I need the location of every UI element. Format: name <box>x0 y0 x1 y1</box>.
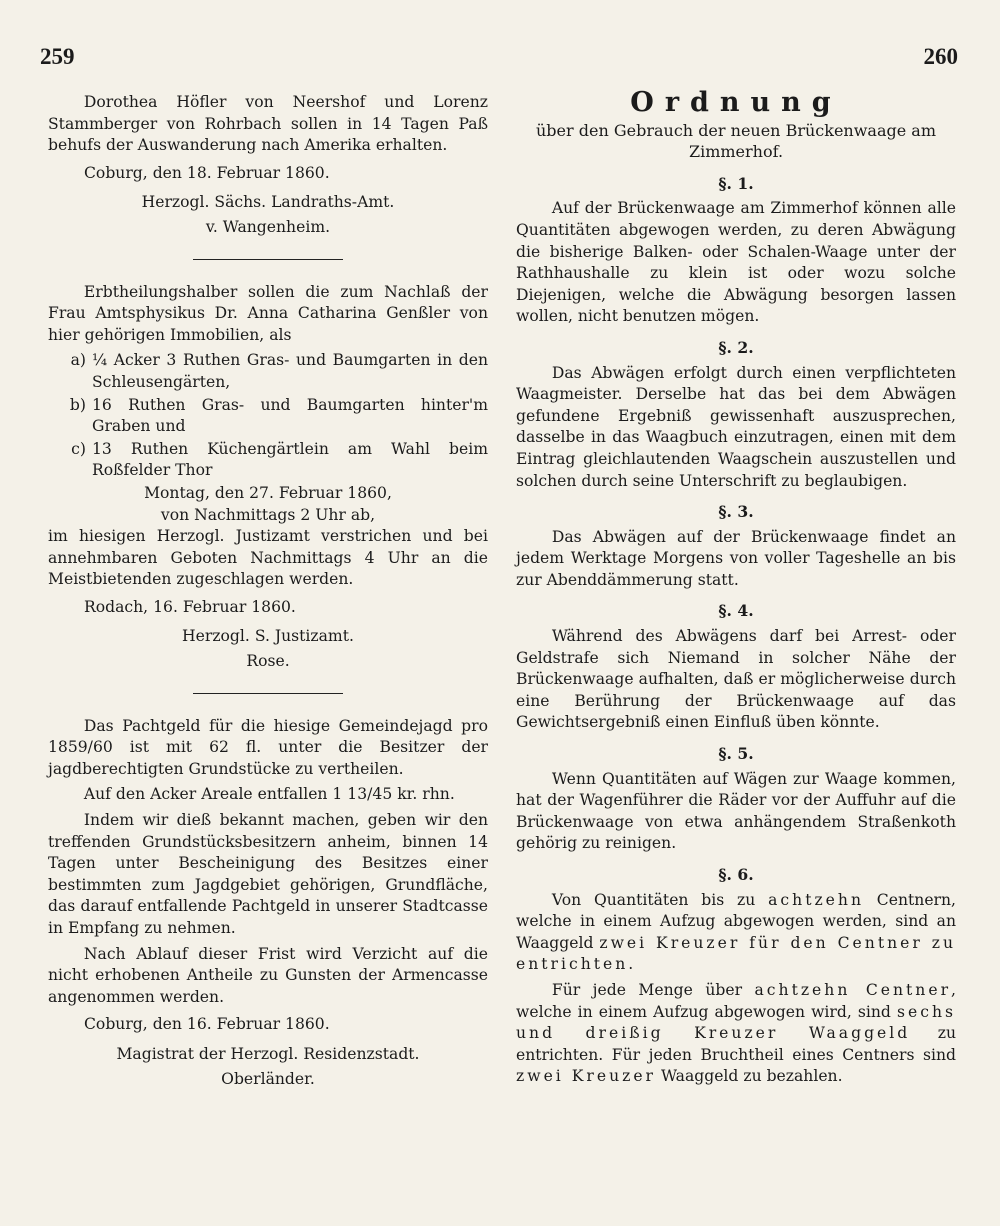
emigration-notice-signer: v. Wangenheim. <box>205 217 331 236</box>
section-heading: §. 4. <box>718 601 754 621</box>
hunting-rent-date: Coburg, den 16. Februar 1860. <box>84 1015 330 1034</box>
page-number-right: 260 <box>923 44 958 69</box>
section-text: Während des Abwägens darf bei Arrest- oder Geldstrafe sich Niemand in solcher Nähe der Brückenwaage aufhalten, daß er möglicherweise durch eine Berührung der Brückenwaage auf das Gewichtsergebniß einen Einfluß üben könnte. <box>516 627 956 732</box>
hunting-rent-signer: Oberländer. <box>221 1069 315 1088</box>
section-heading: §. 3. <box>718 502 754 522</box>
auction-notice-authority: Herzogl. S. Justizamt. <box>182 627 354 646</box>
section-text: Auf der Brückenwaage am Zimmerhof können alle Quantitäten abgewogen werden, zu deren Abwägung die bisherige Balken- oder Schalen-Waage unter der Rathhaushalle zu klein ist oder wozu solche Diejenigen, welche die Abwägung besorgen lassen wollen, nicht benutzen mögen. <box>516 199 956 326</box>
text-run: Waaggeld zu bezahlen. <box>656 1067 843 1086</box>
emphasis-run: sechs und dreißig Kreuzer Waaggeld <box>516 1002 956 1043</box>
emphasis-run: zwei Kreuzer für den Centner zu entrichten. <box>516 933 957 974</box>
left-column <box>48 92 488 1096</box>
list-text: 13 Ruthen Küchengärtlein am Wahl beim Roßfelder Thor <box>92 439 488 480</box>
section-heading: §. 2. <box>718 337 754 357</box>
section-6-paragraph-2 <box>516 980 956 1088</box>
auction-time-line: von Nachmittags 2 Uhr ab, <box>160 505 376 524</box>
section-text: Wenn Quantitäten auf Wägen zur Waage kommen, hat der Wagenführer die Räder vor der Auffuhr auf die Brückenwaage von etwa anhängendem Straßenkoth gehörig zu reinigen. <box>516 769 956 853</box>
emphasis-run: zwei Kreuzer <box>516 1067 657 1086</box>
auction-date-line: Montag, den 27. Februar 1860, <box>144 483 392 502</box>
hunting-rent-authority: Magistrat der Herzogl. Residenzstadt. <box>116 1044 420 1063</box>
auction-notice-intro: Erbtheilungshalber sollen die zum Nachlaß der Frau Amtsphysikus Dr. Anna Catharina Genßler von hier gehörigen Immobilien, als <box>48 282 488 344</box>
emigration-notice-date: Coburg, den 18. Februar 1860. <box>84 163 330 182</box>
section-heading: §. 1. <box>718 173 754 193</box>
section-heading: §. 6. <box>718 865 754 884</box>
list-text: 16 Ruthen Gras- und Baumgarten hinter'm Graben und <box>92 395 488 436</box>
emigration-notice-authority: Herzogl. Sächs. Landraths-Amt. <box>141 193 395 212</box>
auction-item-a <box>48 350 488 393</box>
text-run: Centnern, welche in einem Aufzug abgewogen werden, sind an Waaggeld <box>516 890 957 952</box>
text-run: , welche in einem Aufzug abgewogen wird, sind <box>516 980 956 1021</box>
auction-item-b <box>48 395 488 438</box>
section-text: Das Abwägen auf der Brückenwaage findet an jedem Werktage Morgens von voller Tageshelle an bis zur Abenddämmerung statt. <box>516 527 956 589</box>
auction-item-c <box>48 439 488 482</box>
auction-notice-body: im hiesigen Herzogl. Justizamt verstrichen und bei annehmbaren Geboten Nachmittags 4 Uhr an die Meistbietenden zugeschlagen werden. <box>48 527 488 589</box>
auction-notice-date: Rodach, 16. Februar 1860. <box>84 597 296 616</box>
hunting-rent-p3: Indem wir dieß bekannt machen, geben wir den treffenden Grundstücksbesitzern anheim, binnen 14 Tagen unter Bescheinigung des Besitzes einer bestimmten zum Jagdgebiet gehörigen, Grundfläche, das darauf entfallende Pachtgeld in unserer Stadtcasse in Empfang zu nehmen. <box>48 811 488 937</box>
emphasis-run: achtzehn <box>768 890 864 909</box>
hunting-rent-p2: Auf den Acker Areale entfallen 1 13/45 kr. rhn. <box>83 785 455 804</box>
page-number-left: 259 <box>40 44 75 69</box>
regulation-subtitle: über den Gebrauch der neuen Brückenwaage am Zimmerhof. <box>536 120 936 162</box>
list-label: b) <box>69 395 86 414</box>
divider-rule <box>193 259 343 260</box>
right-column <box>516 87 957 1092</box>
section-heading: §. 5. <box>718 744 754 764</box>
divider-rule <box>193 693 343 694</box>
list-label: a) <box>70 351 86 370</box>
text-run: Von Quantitäten bis zu <box>551 890 769 909</box>
text-run: Für jede Menge über <box>551 980 755 999</box>
hunting-rent-p4: Nach Ablauf dieser Frist wird Verzicht auf die nicht erhobenen Antheile zu Gunsten der Armencasse angenommen werden. <box>48 944 488 1006</box>
list-text: ¼ Acker 3 Ruthen Gras- und Baumgarten in den Schleusengärten, <box>92 351 488 391</box>
auction-notice-signer: Rose. <box>246 652 290 671</box>
hunting-rent-p1: Das Pachtgeld für die hiesige Gemeindejagd pro 1859/60 ist mit 62 fl. unter die Besitzer der jagdberechtigten Grundstücke zu vertheilen. <box>48 716 488 778</box>
section-text: Das Abwägen erfolgt durch einen verpflichteten Waagmeister. Derselbe hat das bei dem Abwägen gefundene Ergebniß gewissenhaft auszusprechen, dasselbe in das Waagbuch einzutragen, einen mit dem Eintrag gleichlautenden Waagschein auszustellen und solchen durch seine Unterschrift zu beglaubigen. <box>516 363 956 490</box>
regulation-title: Ordnung <box>630 87 842 118</box>
list-label: c) <box>71 439 86 458</box>
emigration-notice-body: Dorothea Höfler von Neershof und Lorenz Stammberger von Rohrbach sollen in 14 Tagen Paß behufs der Auswanderung nach Amerika erhalten. <box>48 93 488 155</box>
text-run: zu entrichten. Für jeden Bruchtheil eines Centners sind <box>516 1024 956 1064</box>
emphasis-run: achtzehn Centner <box>754 980 952 999</box>
section-6-paragraph-1 <box>516 890 956 976</box>
